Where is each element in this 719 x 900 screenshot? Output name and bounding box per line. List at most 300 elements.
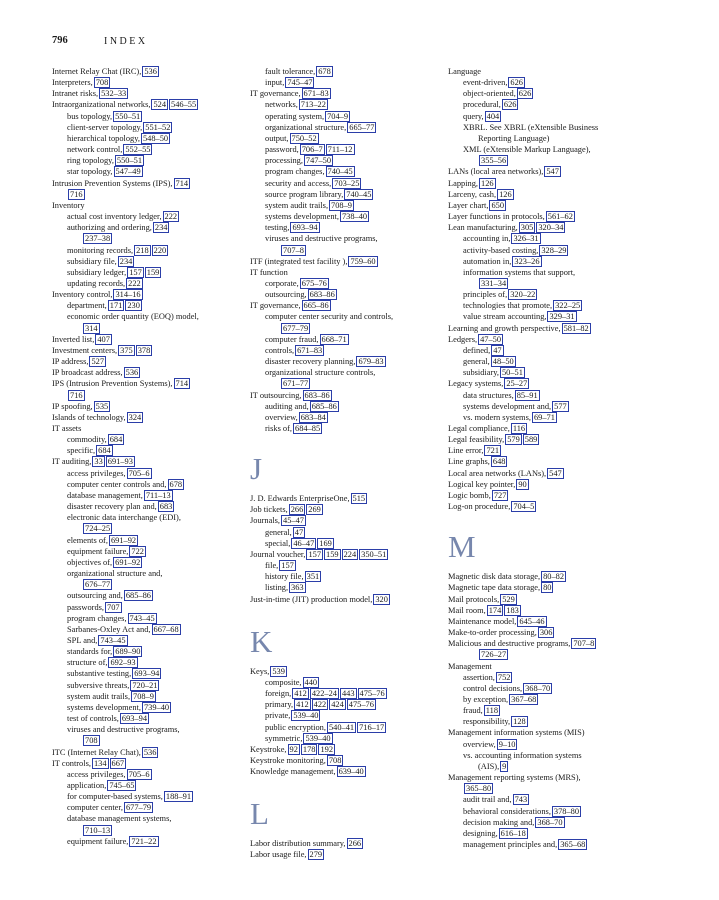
entry-term: output, [265, 133, 289, 143]
entry-term: Keystroke monitoring, [250, 755, 326, 765]
page-reference-link[interactable]: 230 [127, 301, 140, 311]
entry-term: IT governance, [250, 301, 301, 311]
page-reference-link[interactable]: 515 [352, 494, 366, 504]
page-reference-link[interactable]: 157 [129, 267, 142, 277]
page-reference-link[interactable]: 266 [348, 839, 362, 849]
page-reference-link[interactable]: 692–93 [110, 658, 136, 668]
page-reference-link[interactable]: 314 [85, 323, 98, 333]
page-reference-link[interactable]: 532–33 [101, 89, 127, 99]
index-entry [448, 434, 668, 445]
index-entry [250, 423, 442, 434]
page-reference-link[interactable]: 539–40 [293, 711, 319, 721]
page-reference-link[interactable]: 708–9 [133, 691, 154, 701]
page-reference-link[interactable]: 527 [91, 357, 105, 367]
index-entry [52, 200, 242, 211]
page-reference-link[interactable]: 69–71 [533, 412, 555, 422]
entry-term: structure of, [67, 658, 108, 668]
page-reference-link[interactable]: 714 [175, 379, 189, 389]
entry-term: commodity, [67, 435, 107, 445]
page-reference-link[interactable]: 540–41 [328, 722, 355, 732]
page-reference-link[interactable]: 677–79 [283, 323, 309, 333]
page-reference-link[interactable]: 407 [97, 334, 110, 344]
page-reference-link[interactable]: 752 [497, 672, 511, 682]
page-reference-link[interactable]: 157 [281, 561, 294, 571]
entry-term: specific, [67, 446, 96, 456]
index-entry [52, 278, 242, 289]
entry-term: primary, [265, 700, 294, 710]
page-reference-link[interactable]: 9 [502, 761, 507, 771]
page-reference-link[interactable]: 665–77 [349, 122, 375, 132]
page-reference-link[interactable]: 475–76 [359, 689, 385, 699]
page-reference-link[interactable]: 266 [290, 505, 304, 515]
page-reference-link[interactable]: 234 [119, 256, 133, 266]
page-reference-link[interactable]: 677–79 [125, 803, 152, 813]
page-reference-link[interactable]: 707–8 [283, 245, 304, 255]
page-reference-link[interactable]: 365–80 [466, 784, 492, 794]
page-reference-link[interactable]: 720–21 [132, 680, 158, 690]
page-reference-link[interactable]: 691–92 [110, 535, 137, 545]
page-reference-link[interactable]: 50–51 [501, 368, 523, 378]
entry-term: Line error, [448, 446, 484, 456]
entry-term: access privileges, [67, 769, 126, 779]
index-entry [52, 769, 242, 780]
entry-term: technologies that promote, [463, 301, 553, 311]
page-reference-link[interactable]: 422–24 [311, 689, 337, 699]
page-reference-link[interactable]: 548–50 [142, 133, 169, 143]
page-reference-link[interactable]: 47–50 [480, 334, 502, 344]
page-reference-link[interactable]: 708 [95, 78, 109, 88]
page-reference-link[interactable]: 547 [546, 167, 559, 177]
entry-term: Intranet risks, [52, 89, 99, 99]
page-reference-link[interactable]: 234 [154, 223, 168, 233]
index-entry [448, 300, 668, 311]
page-reference-link[interactable]: 46–47 [293, 538, 315, 548]
entry-term: Internet Relay Chat (IRC), [52, 67, 142, 76]
index-entry [52, 189, 242, 200]
page-reference-link[interactable]: 363 [291, 583, 304, 593]
index-entry [448, 490, 668, 501]
entry-term: systems development, [67, 702, 141, 712]
page-reference-link[interactable]: 547–49 [115, 167, 141, 177]
entry-term: IP spoofing, [52, 401, 93, 411]
page-reference-link[interactable]: 589 [524, 435, 538, 445]
index-entry [250, 849, 442, 860]
entry-term: history file, [265, 572, 304, 582]
index-entry [448, 582, 668, 593]
page-reference-link[interactable]: 126 [481, 178, 494, 188]
index-entry [250, 493, 442, 504]
page-reference-link[interactable]: 320–34 [538, 223, 564, 233]
index-entry [52, 624, 242, 635]
page-reference-link[interactable]: 726–27 [481, 650, 507, 660]
page-reference-link[interactable]: 626 [503, 100, 517, 110]
page-reference-link[interactable]: 665–86 [303, 301, 329, 311]
page-reference-link[interactable]: 689–90 [115, 647, 141, 657]
page-reference-link[interactable]: 33 [94, 457, 103, 467]
page-reference-link[interactable]: 648 [492, 457, 506, 467]
page-reference-link[interactable]: 169 [319, 538, 332, 548]
entry-term: event-driven, [463, 78, 508, 88]
page-reference-link[interactable]: 668–71 [321, 334, 347, 344]
entry-term: control decisions, [463, 683, 523, 693]
entry-term: subsidiary, [463, 368, 499, 378]
entry-term: bus topology, [67, 111, 113, 121]
page-reference-link[interactable]: 650 [491, 200, 505, 210]
page-reference-link[interactable]: 536 [125, 368, 139, 378]
index-entry [250, 571, 442, 582]
page-reference-link[interactable]: 675–76 [301, 278, 327, 288]
page-reference-link[interactable]: 404 [486, 111, 500, 121]
entry-term: IT outsourcing, [250, 390, 302, 400]
page-reference-link[interactable]: 222 [128, 278, 141, 288]
page-reference-link[interactable]: 529 [502, 594, 515, 604]
index-column-2 [250, 66, 442, 861]
page-reference-link[interactable]: 320–22 [510, 290, 536, 300]
index-entry [448, 323, 668, 334]
page-reference-link[interactable]: 552–55 [125, 145, 151, 155]
page-reference-link[interactable]: 314–16 [115, 290, 141, 300]
page-reference-link[interactable]: 711–12 [327, 145, 353, 155]
page-reference-link[interactable]: 178 [302, 744, 316, 754]
page-reference-link[interactable]: 743–45 [100, 635, 126, 645]
index-entry [52, 334, 242, 345]
entry-term: by exception, [463, 694, 509, 704]
page-reference-link[interactable]: 306 [539, 628, 553, 638]
index-entry [448, 211, 668, 222]
index-entry [250, 345, 442, 356]
entry-term: vs. accounting information systems [463, 750, 582, 760]
index-entry [52, 133, 242, 144]
index-entry [52, 401, 242, 412]
page-reference-link[interactable]: 536 [143, 747, 157, 757]
entry-term: client-server topology, [67, 122, 143, 132]
entry-term: designing, [463, 828, 498, 838]
page-reference-link[interactable]: 716 [70, 189, 83, 199]
page-reference-link[interactable]: 727 [493, 490, 507, 500]
page-reference-link[interactable]: 676–77 [85, 580, 111, 590]
page-reference-link[interactable]: 759–60 [350, 256, 376, 266]
index-entry [448, 638, 668, 649]
entry-term: network control, [67, 145, 123, 155]
page-reference-link[interactable]: 320 [375, 594, 388, 604]
page-reference-link[interactable]: 683 [159, 502, 173, 512]
index-entry [52, 323, 242, 334]
page-reference-link[interactable]: 667 [111, 758, 125, 768]
page-reference-link[interactable]: 331–34 [481, 278, 507, 288]
entry-term: audit trail and, [463, 795, 512, 805]
index-entry [448, 750, 668, 761]
page-reference-link[interactable]: 707–8 [573, 639, 595, 649]
page-reference-link[interactable]: 351 [306, 572, 320, 582]
page-reference-link[interactable]: 174 [488, 605, 502, 615]
page-reference-link[interactable]: 222 [164, 212, 178, 222]
page-reference-link[interactable]: 536 [144, 67, 157, 76]
page-reference-link[interactable]: 547 [549, 468, 562, 478]
page-reference-link[interactable]: 693–94 [121, 714, 147, 724]
page-reference-link[interactable]: 550–51 [115, 111, 141, 121]
page-reference-link[interactable]: 192 [320, 744, 334, 754]
index-entry [250, 178, 442, 189]
page-reference-link[interactable]: 546–55 [171, 100, 197, 110]
page-reference-link[interactable]: 683–86 [304, 390, 330, 400]
entry-term: Inventory control, [52, 290, 113, 300]
page-reference-link[interactable]: 116 [512, 424, 526, 433]
entry-term: automation in, [463, 256, 512, 266]
entry-term: overview, [463, 739, 496, 749]
entry-term: systems development and, [463, 401, 552, 411]
page-reference-link[interactable]: 626 [510, 78, 523, 88]
page-reference-link[interactable]: 171 [109, 301, 123, 311]
page-reference-link[interactable]: 693–94 [134, 669, 160, 679]
page-reference-link[interactable]: 691–92 [115, 557, 141, 567]
page-reference-link[interactable]: 157 [308, 549, 322, 559]
page-reference-link[interactable]: 535 [95, 401, 109, 411]
page-reference-link[interactable]: 616–18 [500, 828, 526, 838]
page-reference-link[interactable]: 224 [343, 549, 357, 559]
page-reference-link[interactable]: 684 [109, 435, 123, 445]
index-entry [448, 233, 668, 244]
index-entry [250, 688, 442, 699]
index-entry [52, 300, 242, 311]
page-reference-link[interactable]: 328–29 [541, 245, 567, 255]
page-reference-link[interactable]: 378–80 [553, 806, 580, 816]
entry-term: Management [448, 661, 492, 671]
entry-term: Management reporting systems (MRS), [448, 773, 581, 783]
page-reference-link[interactable]: 747–50 [305, 156, 332, 166]
index-entry [448, 133, 668, 144]
page-reference-link[interactable]: 422 [313, 700, 327, 710]
entry-term: Knowledge management, [250, 767, 336, 777]
index-entry [250, 189, 442, 200]
page-reference-link[interactable]: 721–22 [131, 836, 157, 846]
index-entry [250, 144, 442, 155]
index-entry [52, 512, 242, 523]
page-reference-link[interactable]: 539 [272, 666, 285, 676]
page-reference-link[interactable]: 80 [543, 583, 552, 593]
page-reference-link[interactable]: 118 [485, 706, 499, 716]
page-reference-link[interactable]: 685–86 [125, 591, 151, 601]
entry-term: vs. modern systems, [463, 412, 531, 422]
index-entry [250, 390, 442, 401]
entry-term: organizational structure, [265, 122, 347, 132]
page-reference-link[interactable]: 679–83 [358, 357, 384, 367]
page-reference-link[interactable]: 743 [514, 795, 528, 805]
page-reference-link[interactable]: 440 [304, 677, 318, 687]
page-reference-link[interactable]: 424 [331, 700, 344, 710]
index-entry [52, 412, 242, 423]
page-reference-link[interactable]: 705–6 [128, 468, 150, 478]
page-reference-link[interactable]: 678 [318, 67, 331, 76]
page-reference-link[interactable]: 684 [98, 446, 111, 456]
page-reference-link[interactable]: 412 [294, 689, 307, 699]
page-reference-link[interactable]: 365–68 [560, 840, 586, 849]
page-reference-link[interactable]: 739–40 [143, 702, 170, 712]
entry-term: Labor usage file, [250, 850, 307, 860]
page-reference-link[interactable]: 368–70 [525, 683, 551, 693]
index-entry [448, 256, 668, 267]
page-reference-link[interactable]: 685–86 [311, 401, 337, 411]
entry-term: hierarchical topology, [67, 133, 140, 143]
page-reference-link[interactable]: 443 [341, 689, 355, 699]
entry-term: accounting in, [463, 234, 511, 244]
page-reference-link[interactable]: 671–83 [303, 89, 329, 99]
page-reference-link[interactable]: 378 [137, 345, 151, 355]
entry-term: Magnetic disk data storage, [448, 572, 541, 582]
entry-term: IT auditing, [52, 457, 92, 467]
page-reference-link[interactable]: 645–46 [519, 616, 545, 626]
page-reference-link[interactable]: 47 [493, 345, 502, 355]
page-reference-link[interactable]: 581–82 [563, 323, 589, 333]
entry-term: economic order quantity (EOQ) model, [67, 312, 199, 322]
page-reference-link[interactable]: 706–7 [301, 145, 323, 155]
index-entry [250, 356, 442, 367]
page-reference-link[interactable]: 326–31 [513, 234, 539, 244]
page-reference-link[interactable]: 721 [486, 446, 500, 456]
index-entry [448, 66, 668, 77]
page-reference-link[interactable]: 703–25 [334, 178, 360, 188]
page-reference-link[interactable]: 667–68 [153, 624, 179, 634]
entry-term: equipment failure, [67, 836, 129, 846]
index-entry [448, 445, 668, 456]
page-reference-link[interactable]: 524 [153, 100, 167, 110]
page-reference-link[interactable]: 707 [107, 602, 120, 612]
page-reference-link[interactable]: 714 [175, 178, 189, 188]
index-entry [52, 646, 242, 657]
entry-term: procedural, [463, 100, 501, 110]
index-entry [52, 144, 242, 155]
page-reference-link[interactable]: 355–56 [481, 156, 507, 166]
entry-term: assertion, [463, 672, 495, 682]
index-entry [52, 468, 242, 479]
page-reference-link[interactable]: 710–13 [85, 825, 111, 835]
page-reference-link[interactable]: 722 [131, 546, 144, 556]
entry-term: controls, [265, 345, 295, 355]
page-reference-link[interactable]: 577 [554, 401, 567, 411]
page-reference-link[interactable]: 743–45 [129, 613, 155, 623]
page-reference-link[interactable]: 711–13 [145, 490, 171, 500]
index-entry [250, 99, 442, 110]
page-reference-link[interactable]: 745–47 [287, 78, 313, 88]
entry-term: J. D. Edwards EnterpriseOne, [250, 494, 350, 504]
page-reference-link[interactable]: 579 [507, 435, 520, 445]
page-reference-link[interactable]: 126 [499, 189, 512, 199]
page-reference-link[interactable]: 9–10 [498, 739, 516, 749]
index-entry [250, 122, 442, 133]
page-reference-link[interactable]: 539–40 [305, 733, 331, 743]
page-reference-link[interactable]: 92 [289, 744, 298, 754]
page-reference-link[interactable]: 237–38 [85, 234, 111, 244]
page-reference-link[interactable]: 45–47 [283, 516, 304, 526]
page-reference-link[interactable]: 678 [169, 479, 183, 489]
index-entry [52, 479, 242, 490]
page-reference-link[interactable]: 704–5 [513, 502, 535, 512]
page-reference-link[interactable]: 159 [146, 267, 160, 277]
page-reference-link[interactable]: 750–52 [291, 133, 317, 143]
page-reference-link[interactable]: 367–68 [511, 694, 537, 704]
page-reference-link[interactable]: 269 [308, 505, 321, 515]
index-entry [250, 323, 442, 334]
index-entry [250, 710, 442, 721]
page-reference-link[interactable]: 708 [328, 755, 342, 765]
page-reference-link[interactable]: 80–82 [543, 572, 565, 582]
page-reference-link[interactable]: 128 [513, 717, 526, 727]
page-reference-link[interactable]: 671–83 [297, 345, 323, 355]
page-reference-link[interactable]: 716–17 [359, 722, 385, 732]
entry-term: Inventory [52, 200, 85, 210]
page-reference-link[interactable]: 738–40 [341, 212, 368, 222]
page-reference-link[interactable]: 551–52 [145, 122, 171, 132]
page-reference-link[interactable]: 724–25 [85, 524, 111, 534]
index-entry [250, 515, 442, 526]
page-reference-link[interactable]: 47 [294, 527, 304, 537]
page-reference-link[interactable]: 183 [506, 605, 519, 615]
entry-term: risks of, [265, 424, 292, 433]
index-entry [250, 504, 442, 515]
entry-term: Legacy systems, [448, 379, 504, 389]
page-reference-link[interactable]: 713–22 [300, 100, 326, 110]
page-reference-link[interactable]: 220 [153, 245, 167, 255]
page-reference-link[interactable]: 48–50 [492, 357, 514, 367]
page-reference-link[interactable]: 561–62 [547, 212, 573, 222]
page-reference-link[interactable]: 626 [518, 89, 532, 99]
page-reference-link[interactable]: 693–94 [292, 223, 318, 233]
page-reference-link[interactable]: 716 [70, 390, 83, 400]
page-reference-link[interactable]: 350–51 [361, 549, 387, 559]
page-reference-link[interactable]: 324 [128, 412, 142, 422]
page-reference-link[interactable]: 740–45 [327, 167, 353, 177]
page-reference-link[interactable]: 704–9 [327, 111, 349, 121]
page-reference-link[interactable]: 25–27 [506, 379, 528, 389]
page-reference-link[interactable]: 683–86 [309, 290, 335, 300]
page-reference-link[interactable]: 134 [93, 758, 107, 768]
page-reference-link[interactable]: 691–93 [107, 457, 133, 467]
page-reference-link[interactable]: 188–91 [165, 792, 192, 802]
page-reference-link[interactable]: 329–31 [549, 312, 575, 322]
page-reference-link[interactable]: 708 [85, 736, 98, 746]
page-reference-link[interactable]: 684–85 [295, 424, 321, 433]
page-reference-link[interactable]: 708–9 [331, 200, 352, 210]
page-reference-link[interactable]: 671–77 [283, 379, 309, 389]
entry-term: Keys, [250, 666, 270, 676]
page-reference-link[interactable]: 683–84 [300, 412, 326, 422]
entry-term: Intrusion Prevention Systems (IPS), [52, 178, 173, 188]
entry-term: decision making and, [463, 817, 535, 827]
page-reference-link[interactable]: 745–65 [109, 781, 135, 790]
index-entry [52, 155, 242, 166]
page-reference-link[interactable]: 740–45 [346, 189, 372, 199]
page-reference-link[interactable]: 323–26 [514, 256, 540, 266]
page-reference-link[interactable]: 639–40 [338, 767, 364, 777]
page-reference-link[interactable]: 475–76 [348, 700, 374, 710]
page-reference-link[interactable]: 159 [326, 549, 339, 559]
page-reference-link[interactable]: 412 [296, 700, 309, 710]
page-reference-link[interactable]: 368–70 [537, 817, 563, 827]
page-reference-link[interactable]: 279 [309, 850, 323, 860]
index-entry [250, 733, 442, 744]
page-reference-link[interactable]: 90 [518, 479, 527, 489]
page-reference-link[interactable]: 705–6 [128, 769, 150, 779]
page-reference-link[interactable]: 550–51 [116, 156, 143, 166]
entry-term: Layer chart, [448, 200, 489, 210]
index-entry [448, 222, 668, 233]
page-reference-link[interactable]: 375 [120, 345, 133, 355]
page-reference-link[interactable]: 322–25 [555, 301, 581, 311]
page-reference-link[interactable]: 218 [136, 245, 149, 255]
page-reference-link[interactable]: 85–91 [516, 390, 538, 400]
page-reference-link[interactable]: 305 [520, 223, 534, 233]
entry-term: Reporting Language) [478, 133, 550, 143]
index-entry [52, 557, 242, 568]
